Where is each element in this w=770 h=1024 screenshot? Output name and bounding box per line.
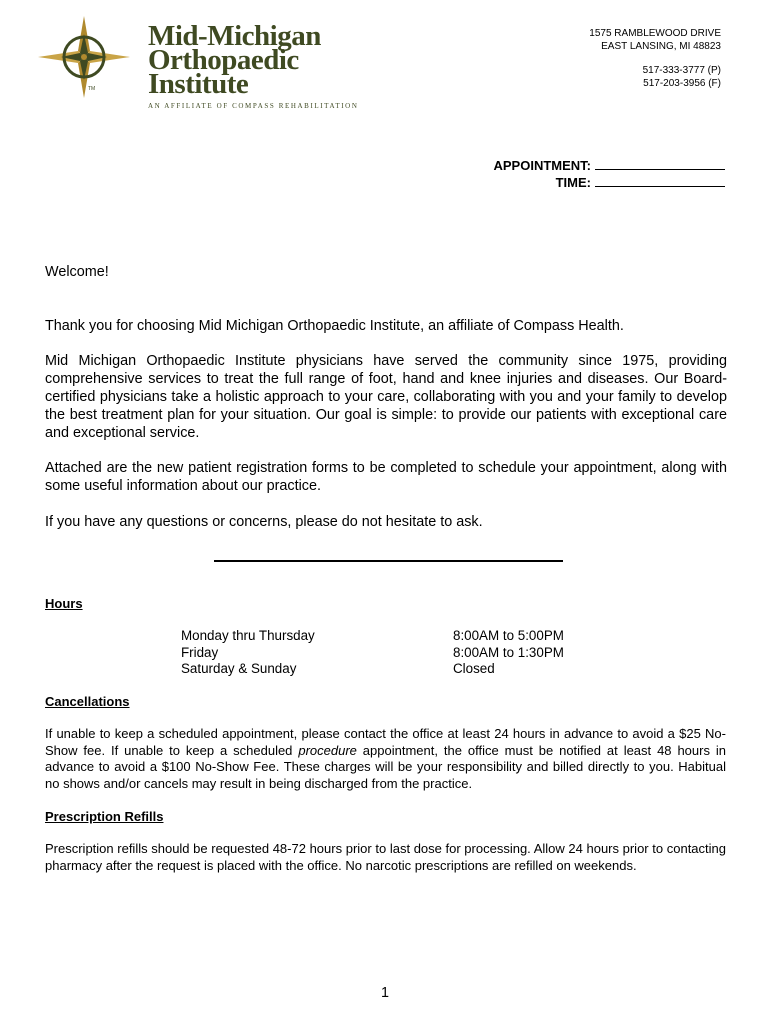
- appointment-block: [425, 157, 725, 191]
- compass-star-icon: [34, 14, 134, 100]
- greeting: Welcome!: [45, 264, 109, 280]
- cancellations-text: [45, 726, 726, 792]
- cancellations-text-b: appointment, the office must be notified at least 48 hours in advance to avoid a $100 No-Show Fee. These charges will be your responsibility and billed directly to you. Habitual no shows and/or cancels may result in being discharged from the practice.: [45, 742, 726, 791]
- hours-day: Friday: [181, 644, 219, 660]
- time-row: [425, 174, 725, 191]
- refills-text: Prescription refills should be requested 48-72 hours prior to last dose for processing. Allow 24 hours prior to contacting pharmacy after the request is placed with the office. No narcotic prescriptions are refilled on weekends.: [45, 841, 726, 873]
- hours-row: [181, 661, 601, 678]
- hours-day: Saturday & Sunday: [181, 661, 297, 676]
- address-street: 1575 RAMBLEWOOD DRIVE: [589, 28, 721, 39]
- cancellations-heading: Cancellations: [45, 694, 130, 709]
- logo-line-3: Institute: [148, 68, 249, 100]
- time-label: TIME:: [555, 175, 591, 190]
- time-blank[interactable]: [595, 174, 725, 187]
- hours-time: Closed: [453, 661, 495, 676]
- appointment-blank[interactable]: [595, 157, 725, 170]
- paragraph-questions: If you have any questions or concerns, please do not hesitate to ask.: [45, 514, 483, 530]
- hours-row: [181, 628, 601, 645]
- paragraph-about: Mid Michigan Orthopaedic Institute physicians have served the community since 1975, providing comprehensive services to treat the full range of foot, hand and knee injuries and diseases. Our Board-certified physicians take a holistic approach to your care, collaborating with you and your family to develop the best treatment plan for your situation. Our goal is simple: to provide our patients with exceptional care and exceptional service.: [45, 353, 727, 441]
- hours-time: 8:00AM to 1:30PM: [453, 644, 564, 660]
- paragraph-thank-you: Thank you for choosing Mid Michigan Orthopaedic Institute, an affiliate of Compass Health.: [45, 318, 624, 334]
- logo-line-2: Orthopaedic: [148, 44, 299, 76]
- page-number: 1: [380, 985, 389, 1001]
- cancellations-text-em: procedure: [298, 742, 357, 758]
- divider-line: [214, 560, 563, 562]
- hours-row: [181, 645, 601, 662]
- hours-day: Monday thru Thursday: [181, 628, 315, 643]
- refills-heading: Prescription Refills: [45, 809, 164, 824]
- logo-affiliate: AN AFFILIATE OF COMPASS REHABILITATION: [148, 102, 359, 110]
- appointment-row: [425, 157, 725, 174]
- cancellations-text-a: If unable to keep a scheduled appointment, please contact the office at least 24 hours in advance to avoid a $25 No-Show fee. If unable to keep a scheduled: [45, 726, 726, 758]
- address-block: [501, 28, 721, 90]
- hours-time: 8:00AM to 5:00PM: [453, 628, 564, 643]
- logo-line-1: Mid-Michigan: [148, 20, 321, 52]
- address-fax: 517-203-3956 (F): [643, 77, 721, 89]
- address-city: EAST LANSING, MI 48823: [601, 40, 721, 52]
- hours-table: [181, 628, 601, 678]
- paragraph-attached: Attached are the new patient registration forms to be completed to schedule your appointment, along with some useful information about our practice.: [45, 460, 727, 494]
- address-phone: 517-333-3777 (P): [642, 65, 721, 76]
- hours-heading: Hours: [45, 596, 83, 611]
- appointment-label: APPOINTMENT:: [493, 158, 591, 173]
- logo-tm: TM: [88, 86, 96, 92]
- logo: [34, 14, 359, 114]
